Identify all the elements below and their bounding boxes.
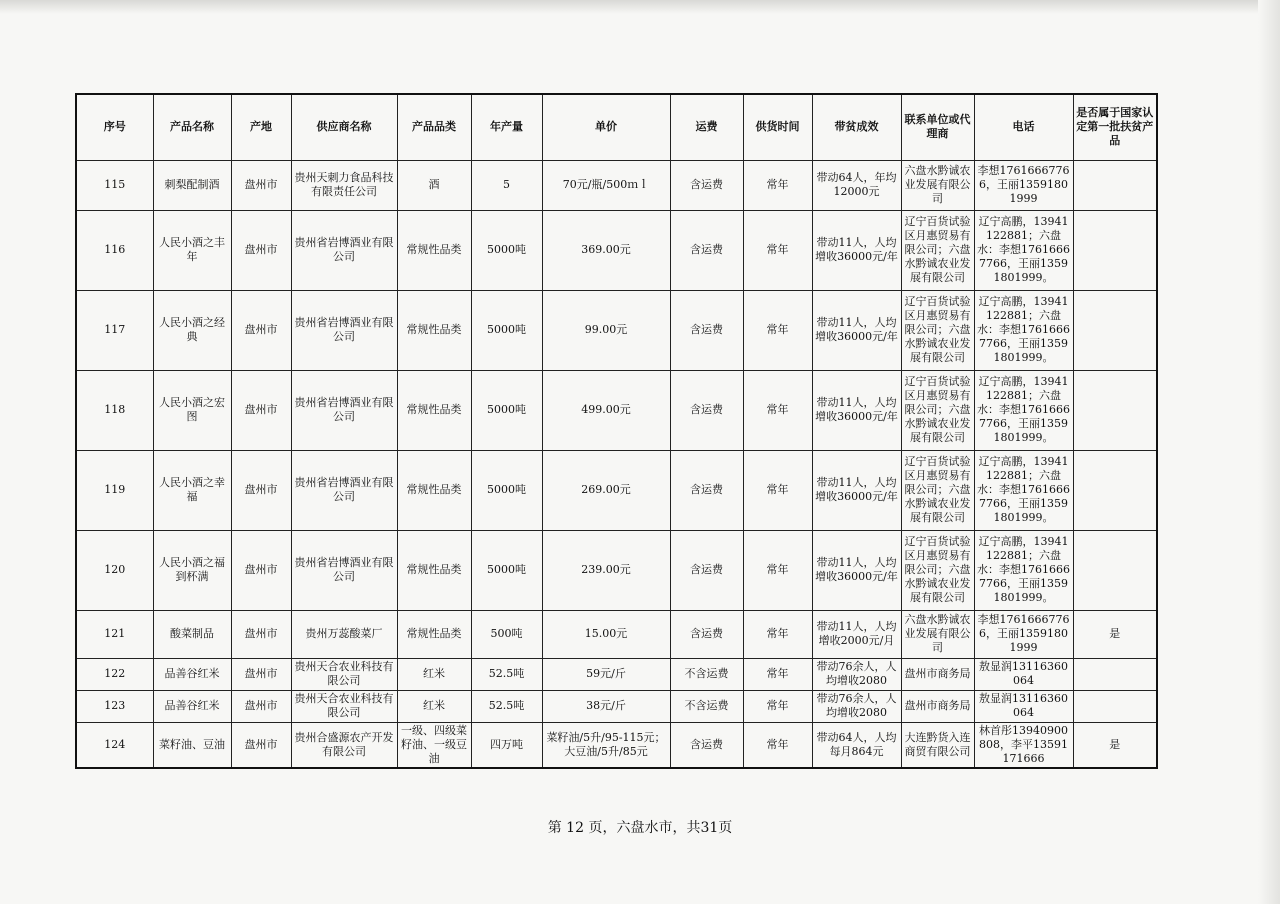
table-cell: 红米 xyxy=(397,690,471,722)
table-cell: 盘州市 xyxy=(231,610,291,658)
table-cell: 常年 xyxy=(743,722,812,768)
table-row xyxy=(76,658,1157,690)
header-cell: 电话 xyxy=(974,94,1073,160)
table-cell: 499.00元 xyxy=(542,370,670,450)
table-cell: 5000吨 xyxy=(471,290,542,370)
table-cell: 常规性品类 xyxy=(397,210,471,290)
table-cell: 人民小酒之福到杯满 xyxy=(153,530,231,610)
table-cell: 含运费 xyxy=(670,530,743,610)
table-cell: 122 xyxy=(76,658,153,690)
table-cell: 5000吨 xyxy=(471,210,542,290)
table-cell: 带动11人，人均增收2000元/月 xyxy=(812,610,901,658)
table-cell xyxy=(1073,658,1157,690)
table-cell: 盘州市 xyxy=(231,210,291,290)
table-cell: 15.00元 xyxy=(542,610,670,658)
table-cell: 常年 xyxy=(743,610,812,658)
table-cell xyxy=(1073,370,1157,450)
table-cell: 5000吨 xyxy=(471,450,542,530)
table-cell: 红米 xyxy=(397,658,471,690)
header-cell: 带贫成效 xyxy=(812,94,901,160)
table-cell: 常年 xyxy=(743,690,812,722)
table-cell: 常年 xyxy=(743,450,812,530)
table-cell: 带动76余人，人均增收2080 xyxy=(812,658,901,690)
table-cell: 常年 xyxy=(743,160,812,210)
table-row xyxy=(76,610,1157,658)
header-cell: 运费 xyxy=(670,94,743,160)
table-cell: 116 xyxy=(76,210,153,290)
table-cell xyxy=(1073,290,1157,370)
table-cell: 123 xyxy=(76,690,153,722)
table-cell: 含运费 xyxy=(670,210,743,290)
table-cell: 269.00元 xyxy=(542,450,670,530)
table-cell: 贵州天刺力食品科技有限责任公司 xyxy=(291,160,397,210)
table-cell: 贵州天合农业科技有限公司 xyxy=(291,658,397,690)
table-row xyxy=(76,290,1157,370)
table-cell: 辽宁高鹏，13941122881；六盘水：李想17616667766，王丽13591801999。 xyxy=(974,370,1073,450)
table-cell: 品善谷红米 xyxy=(153,690,231,722)
header-cell: 产品品类 xyxy=(397,94,471,160)
table-cell xyxy=(1073,450,1157,530)
table-cell xyxy=(1073,690,1157,722)
table-row xyxy=(76,160,1157,210)
table-cell: 林首彤13940900808，李平13591171666 xyxy=(974,722,1073,768)
table-cell: 52.5吨 xyxy=(471,658,542,690)
table-cell: 121 xyxy=(76,610,153,658)
table-cell: 盘州市 xyxy=(231,658,291,690)
table-cell: 辽宁高鹏，13941122881；六盘水：李想17616667766，王丽13591801999。 xyxy=(974,210,1073,290)
table-cell: 369.00元 xyxy=(542,210,670,290)
table-cell: 239.00元 xyxy=(542,530,670,610)
table-cell: 含运费 xyxy=(670,290,743,370)
table-cell: 辽宁百货试验区月惠贸易有限公司；六盘水黔诚农业发展有限公司 xyxy=(901,450,974,530)
table-cell: 贵州万蕊酸菜厂 xyxy=(291,610,397,658)
table-cell: 酸菜制品 xyxy=(153,610,231,658)
table-cell: 含运费 xyxy=(670,722,743,768)
table-cell: 菜籽油/5升/95-115元；大豆油/5升/85元 xyxy=(542,722,670,768)
table-cell xyxy=(1073,530,1157,610)
table-row xyxy=(76,690,1157,722)
table-cell: 5 xyxy=(471,160,542,210)
product-table xyxy=(75,93,1158,769)
table-cell: 大连黔货入连商贸有限公司 xyxy=(901,722,974,768)
table-cell: 52.5吨 xyxy=(471,690,542,722)
table-cell: 带动64人，年均12000元 xyxy=(812,160,901,210)
page-footer: 第 12 页，六盘水市，共31页 xyxy=(547,820,733,836)
table-cell: 常年 xyxy=(743,210,812,290)
table-cell: 115 xyxy=(76,160,153,210)
table-cell xyxy=(1073,210,1157,290)
table-cell: 常规性品类 xyxy=(397,370,471,450)
table-cell: 118 xyxy=(76,370,153,450)
table-cell: 常规性品类 xyxy=(397,290,471,370)
table-cell: 盘州市 xyxy=(231,722,291,768)
header-cell: 供应商名称 xyxy=(291,94,397,160)
table-row xyxy=(76,722,1157,768)
table-cell: 贵州省岩博酒业有限公司 xyxy=(291,210,397,290)
table-cell: 盘州市 xyxy=(231,160,291,210)
table-cell: 59元/斤 xyxy=(542,658,670,690)
table-cell: 敖显润13116360064 xyxy=(974,658,1073,690)
table-row xyxy=(76,450,1157,530)
header-cell: 产地 xyxy=(231,94,291,160)
table-cell: 117 xyxy=(76,290,153,370)
table-cell: 四万吨 xyxy=(471,722,542,768)
table-cell: 贵州省岩博酒业有限公司 xyxy=(291,370,397,450)
table-cell xyxy=(1073,160,1157,210)
table-cell: 六盘水黔诚农业发展有限公司 xyxy=(901,160,974,210)
table-cell: 常规性品类 xyxy=(397,450,471,530)
table-cell: 辽宁高鹏，13941122881；六盘水：李想17616667766，王丽13591801999。 xyxy=(974,530,1073,610)
scan-top-edge xyxy=(0,0,1280,14)
table-cell: 5000吨 xyxy=(471,530,542,610)
header-cell: 序号 xyxy=(76,94,153,160)
table-cell: 含运费 xyxy=(670,610,743,658)
table-cell: 500吨 xyxy=(471,610,542,658)
table-cell: 70元/瓶/500ｍｌ xyxy=(542,160,670,210)
table-row xyxy=(76,530,1157,610)
table-cell: 盘州市 xyxy=(231,690,291,722)
table-cell: 辽宁百货试验区月惠贸易有限公司；六盘水黔诚农业发展有限公司 xyxy=(901,290,974,370)
table-cell: 敖显润13116360064 xyxy=(974,690,1073,722)
table-cell: 贵州省岩博酒业有限公司 xyxy=(291,290,397,370)
table-cell: 菜籽油、豆油 xyxy=(153,722,231,768)
table-cell: 124 xyxy=(76,722,153,768)
table-cell: 含运费 xyxy=(670,370,743,450)
table-cell: 盘州市 xyxy=(231,530,291,610)
scan-right-edge xyxy=(1258,0,1280,904)
header-cell: 供货时间 xyxy=(743,94,812,160)
table-cell: 38元/斤 xyxy=(542,690,670,722)
table-cell: 品善谷红米 xyxy=(153,658,231,690)
table-row xyxy=(76,370,1157,450)
table-cell: 带动11人，人均增收36000元/年 xyxy=(812,210,901,290)
table-cell: 5000吨 xyxy=(471,370,542,450)
table-cell: 含运费 xyxy=(670,450,743,530)
table-cell: 盘州市商务局 xyxy=(901,690,974,722)
table-row xyxy=(76,210,1157,290)
table-cell: 常规性品类 xyxy=(397,530,471,610)
table-cell: 李想17616667766，王丽13591801999 xyxy=(974,160,1073,210)
table-cell: 盘州市 xyxy=(231,450,291,530)
table-cell: 盘州市 xyxy=(231,370,291,450)
table-cell: 辽宁高鹏，13941122881；六盘水：李想17616667766，王丽13591801999。 xyxy=(974,450,1073,530)
table-cell: 带动11人，人均增收36000元/年 xyxy=(812,450,901,530)
table-cell: 辽宁高鹏，13941122881；六盘水：李想17616667766，王丽13591801999。 xyxy=(974,290,1073,370)
table-cell: 常年 xyxy=(743,658,812,690)
table-cell: 不含运费 xyxy=(670,658,743,690)
table-cell: 贵州省岩博酒业有限公司 xyxy=(291,450,397,530)
table-cell: 带动11人，人均增收36000元/年 xyxy=(812,370,901,450)
header-cell: 产品名称 xyxy=(153,94,231,160)
table-cell: 李想17616667766，王丽13591801999 xyxy=(974,610,1073,658)
table-cell: 辽宁百货试验区月惠贸易有限公司；六盘水黔诚农业发展有限公司 xyxy=(901,370,974,450)
table-cell: 人民小酒之幸福 xyxy=(153,450,231,530)
header-row xyxy=(76,94,1157,160)
table-cell: 常年 xyxy=(743,290,812,370)
table-cell: 贵州省岩博酒业有限公司 xyxy=(291,530,397,610)
header-cell: 单价 xyxy=(542,94,670,160)
table-cell: 常规性品类 xyxy=(397,610,471,658)
table-cell: 人民小酒之丰年 xyxy=(153,210,231,290)
header-cell: 联系单位或代理商 xyxy=(901,94,974,160)
table-cell: 带动64人，人均每月864元 xyxy=(812,722,901,768)
header-cell: 是否属于国家认定第一批扶贫产品 xyxy=(1073,94,1157,160)
table-cell: 是 xyxy=(1073,610,1157,658)
table-cell: 盘州市商务局 xyxy=(901,658,974,690)
table-cell: 含运费 xyxy=(670,160,743,210)
table-cell: 刺梨配制酒 xyxy=(153,160,231,210)
table-cell: 常年 xyxy=(743,370,812,450)
table-cell: 120 xyxy=(76,530,153,610)
table-cell: 辽宁百货试验区月惠贸易有限公司；六盘水黔诚农业发展有限公司 xyxy=(901,530,974,610)
table-cell: 带动11人，人均增收36000元/年 xyxy=(812,290,901,370)
table-cell: 是 xyxy=(1073,722,1157,768)
table-cell: 六盘水黔诚农业发展有限公司 xyxy=(901,610,974,658)
table-cell: 带动76余人，人均增收2080 xyxy=(812,690,901,722)
table-cell: 人民小酒之宏图 xyxy=(153,370,231,450)
table-cell: 辽宁百货试验区月惠贸易有限公司；六盘水黔诚农业发展有限公司 xyxy=(901,210,974,290)
table-cell: 带动11人，人均增收36000元/年 xyxy=(812,530,901,610)
table-cell: 人民小酒之经典 xyxy=(153,290,231,370)
header-cell: 年产量 xyxy=(471,94,542,160)
table-cell: 酒 xyxy=(397,160,471,210)
table-cell: 贵州合盛源农产开发有限公司 xyxy=(291,722,397,768)
table-cell: 99.00元 xyxy=(542,290,670,370)
table-cell: 119 xyxy=(76,450,153,530)
table-cell: 盘州市 xyxy=(231,290,291,370)
table-cell: 不含运费 xyxy=(670,690,743,722)
table-cell: 常年 xyxy=(743,530,812,610)
table-cell: 贵州天合农业科技有限公司 xyxy=(291,690,397,722)
table-cell: 一级、四级菜籽油、一级豆油 xyxy=(397,722,471,768)
